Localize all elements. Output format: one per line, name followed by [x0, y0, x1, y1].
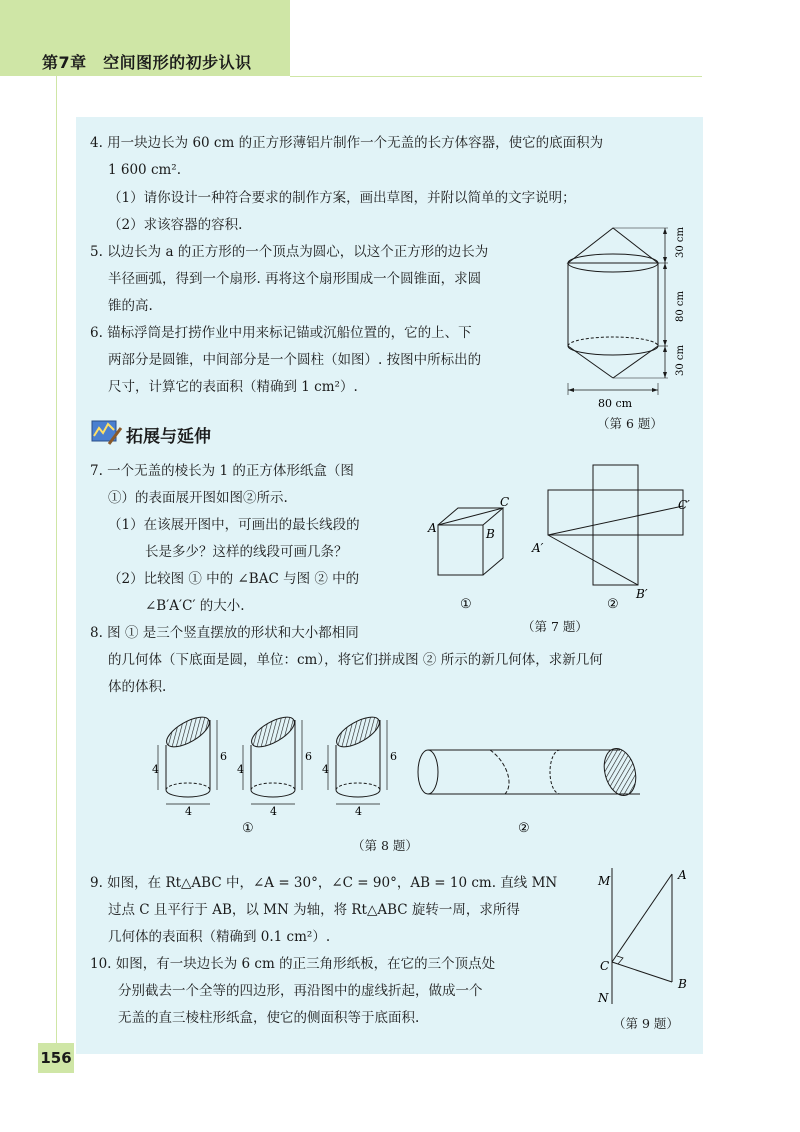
problem-6-line-2: 两部分是圆锥，中间部分是一个圆柱（如图）. 按图中所标出的 — [108, 352, 482, 368]
problem-5-line-1: 5. 以边长为 a 的正方形的一个顶点为圆心，以这个正方形的边长为 — [90, 244, 489, 260]
problem-4-sub-1: （1）请你设计一种符合要求的制作方案，画出草图，并附以简单的文字说明； — [108, 190, 576, 206]
problem-8-line-1: 8. 图 ① 是三个竖直摆放的形状和大小都相同 — [90, 625, 359, 641]
problem-7-sub-2b: ∠B′A′C′ 的大小. — [145, 598, 245, 614]
cube-label-c: C — [500, 495, 510, 509]
problem-8-line-2: 的几何体（下底面是圆，单位：cm），将它们拼成图 ② 所示的新几何体，求新几何 — [108, 652, 603, 668]
problem-7-sub-2a: （2）比较图 ① 中的 ∠BAC 与图 ② 中的 — [108, 571, 360, 587]
fig8-d-3: 4 — [355, 805, 362, 818]
figure-8-solids — [150, 708, 650, 838]
fig8-h-tall-1: 6 — [220, 750, 227, 763]
problem-7-sub-1b: 长是多少？这样的线段可画几条？ — [145, 544, 348, 560]
fig6-dim-width: 80 cm — [598, 397, 633, 410]
problem-4-sub-2: （2）求该容器的容积. — [108, 217, 243, 233]
problem-4-line-1: 4. 用一块边长为 60 cm 的正方形薄铝片制作一个无盖的长方体容器，使它的底面积为 — [90, 135, 604, 151]
problem-9-line-1: 9. 如图，在 Rt△ABC 中，∠A = 30°，∠C = 90°，AB = 10 cm. 直线 MN — [90, 875, 558, 891]
net-label-c: C′ — [678, 498, 690, 512]
fig6-dim-bottom: 30 cm — [675, 345, 686, 376]
fig7-label-1: ① — [460, 597, 472, 612]
fig8-label-1: ① — [242, 821, 254, 836]
top-cone — [568, 228, 658, 263]
fig6-dim-top: 30 cm — [675, 227, 686, 258]
fig8-h-short-2: 4 — [237, 763, 244, 776]
combined-solid — [418, 745, 641, 799]
net-label-b: B′ — [636, 587, 648, 601]
fig6-dim-mid: 80 cm — [675, 291, 686, 322]
problem-8-line-3: 体的体积. — [108, 679, 167, 695]
fig7-label-2: ② — [607, 597, 619, 612]
fig9-label-n: N — [598, 991, 609, 1005]
problem-10-line-3: 无盖的直三棱柱形纸盒，使它的侧面积等于底面积. — [118, 1010, 420, 1026]
problem-7-sub-1a: （1）在该展开图中，可画出的最长线段的 — [108, 517, 360, 533]
problem-7-line-1: 7. 一个无盖的棱长为 1 的正方体形纸盒（图 — [90, 463, 354, 479]
problem-6-line-1: 6. 锚标浮筒是打捞作业中用来标记锚或沉船位置的，它的上、下 — [90, 325, 472, 341]
problem-7-line-2: ①）的表面展开图如图②所示. — [108, 490, 288, 506]
chapter-title: 第7章 空间图形的初步认识 — [42, 53, 252, 72]
figure-9-caption: （第 9 题） — [613, 1016, 679, 1031]
fig8-h-short-1: 4 — [152, 763, 159, 776]
figure-7-caption: （第 7 题） — [522, 619, 588, 634]
problem-10-line-1: 10. 如图，有一块边长为 6 cm 的正三角形纸板，在它的三个顶点处 — [90, 956, 496, 972]
problem-6-line-3: 尺寸，计算它的表面积（精确到 1 cm²）. — [108, 379, 358, 395]
problem-9-line-2: 过点 C 且平行于 AB，以 MN 为轴，将 Rt△ABC 旋转一周，求所得 — [108, 902, 520, 918]
problem-5-line-3: 锥的高. — [108, 298, 153, 314]
fig9-label-b: B — [678, 977, 687, 991]
figure-6-buoy — [553, 218, 703, 413]
fig9-label-c: C — [600, 959, 610, 973]
extension-section-icon — [91, 418, 123, 446]
fig9-label-a: A — [678, 868, 687, 882]
figure-9-triangle — [592, 862, 692, 1012]
fig8-label-2: ② — [518, 821, 530, 836]
problem-4-line-2: 1 600 cm². — [108, 162, 182, 178]
cut-cylinder-3 — [328, 711, 387, 804]
fig8-d-2: 4 — [270, 805, 277, 818]
problem-9-line-3: 几何体的表面积（精确到 0.1 cm²）. — [108, 929, 331, 945]
fig8-d-1: 4 — [185, 805, 192, 818]
problem-10-line-2: 分别截去一个全等的四边形，再沿图中的虚线折起，做成一个 — [118, 983, 483, 999]
cube-label-a: A — [428, 521, 437, 535]
figure-8-caption: （第 8 题） — [352, 838, 418, 853]
problem-5-line-2: 半径画弧，得到一个扇形. 再将这个扇形围成一个圆锥面，求圆 — [108, 271, 482, 287]
header-rule — [290, 76, 702, 77]
left-margin-rule — [56, 76, 57, 1056]
fig8-h-short-3: 4 — [322, 763, 329, 776]
fig8-h-tall-2: 6 — [305, 750, 312, 763]
fig9-label-m: M — [598, 874, 611, 888]
figure-7-cube-and-net — [420, 460, 700, 620]
cut-cylinder-2 — [243, 711, 302, 804]
fig8-h-tall-3: 6 — [390, 750, 397, 763]
cube-label-b: B — [486, 527, 495, 541]
cube-front — [438, 525, 483, 575]
cut-cylinder-1 — [158, 711, 217, 804]
figure-6-caption: （第 6 题） — [597, 416, 663, 431]
net-label-a: A′ — [532, 541, 544, 555]
page-number: 156 — [38, 1043, 74, 1073]
section-title: 拓展与延伸 — [126, 427, 211, 447]
